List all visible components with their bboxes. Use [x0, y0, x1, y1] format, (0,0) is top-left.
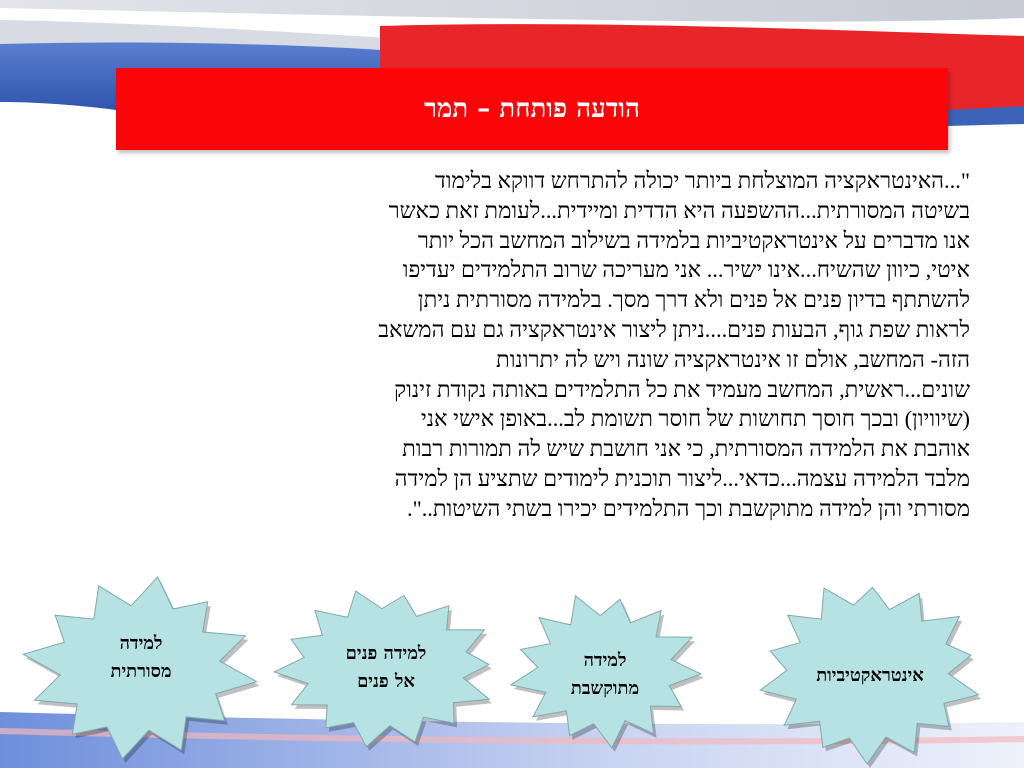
- burst-label-line: מסורתית: [110, 661, 172, 682]
- quote-line: אוהבת את הלמידה המסורתית, כי אני חושבת שיש לה תמורות רבות: [402, 436, 970, 462]
- burst-label-interactivity: [770, 662, 970, 690]
- quote-line: איטי, כיוון שהשיח...אינו ישיר... אני מעריכה שרוב התלמידים יעדיפו: [402, 257, 970, 283]
- quote-line: מלבד הלמידה עצמה...כדאי...ליצור תוכנית לימודים שתציע הן למידה: [394, 465, 970, 491]
- quote-line: "...האינטראקציה המוצלחת ביותר יכולה להתרחש דווקא בלימוד: [434, 168, 970, 193]
- quote-line: מסורתי והן למידה מתוקשבת וכך התלמידים יכירו בשתי השיטות..".: [406, 495, 970, 521]
- burst-label-line: למידה: [583, 650, 627, 671]
- quote-line: הזה- המחשב, אולם זו אינטראקציה שונה ויש לה יתרונות: [496, 346, 970, 372]
- slide-title: הודעה פותחת – תמר: [424, 94, 640, 124]
- burst-label-traditional: [71, 630, 211, 686]
- quote-line: אנו מדברים על אינטראקטיביות בלמידה בשילוב המחשב הכל יותר: [417, 227, 970, 253]
- burst-label-line: למידה פנים: [345, 643, 427, 664]
- burst-label-line: מתוקשבת: [570, 678, 640, 699]
- quote-line: (שיוויון) ובכך חוסך תחושות של חוסר תשומת לב...באופן אישי אני: [420, 406, 970, 432]
- burst-label-line: אינטראקטיביות: [816, 665, 924, 686]
- burst-label-face-to-face: [313, 640, 459, 696]
- burst-label-line: למידה: [119, 633, 163, 654]
- quote-line: בשיטה המסורתית...ההשפעה היא הדדית ומיידית...לעומת זאת כאשר: [388, 197, 970, 223]
- quote-line: שונים...ראשית, המחשב מעמיד את כל התלמידים באותה נקודת זינוק: [394, 376, 970, 402]
- quote-line: לראות שפת גוף, הבעות פנים....ניתן ליצור אינטראקציה גם עם המשאב: [378, 316, 970, 342]
- burst-label-online: [547, 647, 663, 703]
- quote-line: להשתתף בדיון פנים אל פנים ולא דרך מסך. בלמידה מסורתית ניתן: [417, 287, 970, 313]
- burst-label-line: אל פנים: [357, 671, 415, 692]
